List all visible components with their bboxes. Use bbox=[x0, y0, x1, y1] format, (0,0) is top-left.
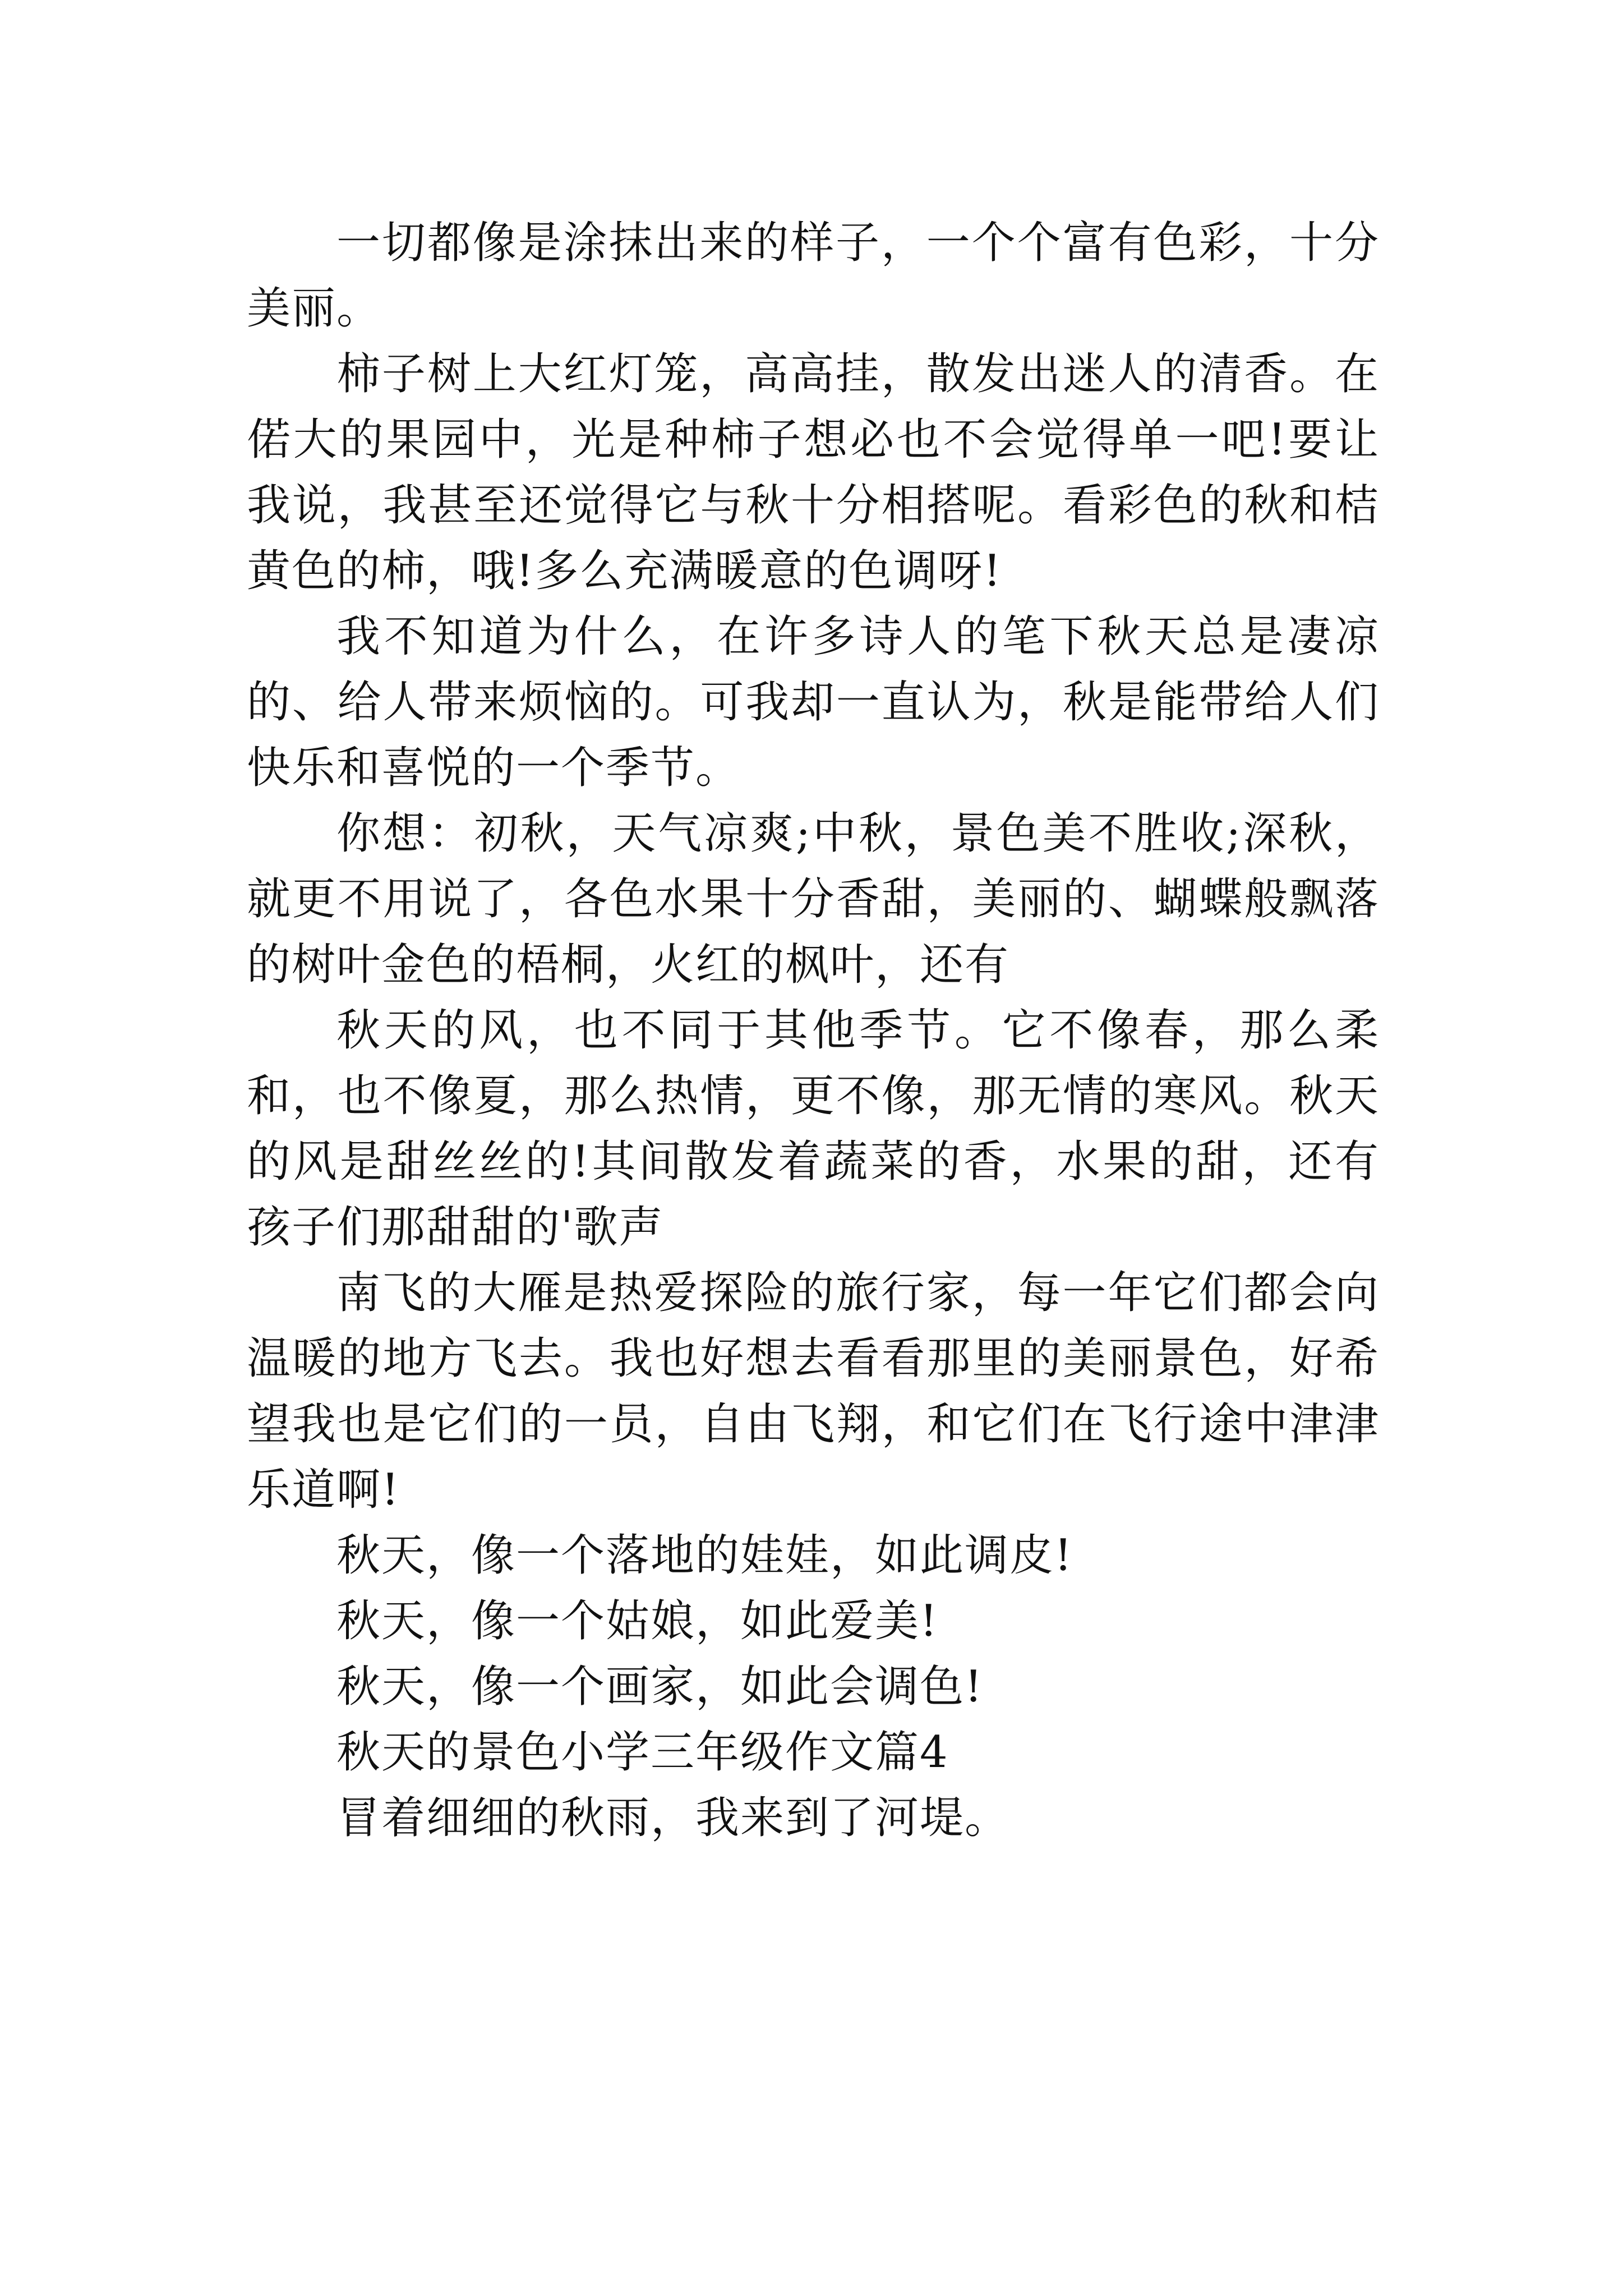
paragraph: 你想：初秋，天气凉爽;中秋，景色美不胜收;深秋，就更不用说了，各色水果十分香甜，美丽的、蝴蝶般飘落的树叶金色的梧桐，火红的枫叶，还有 bbox=[247, 808, 1380, 990]
paragraph: 秋天，像一个姑娘，如此爱美! bbox=[336, 1596, 939, 1646]
paragraph: 冒着细细的秋雨，我来到了河堤。 bbox=[336, 1793, 1010, 1843]
paragraph: 秋天，像一个画家，如此会调色! bbox=[336, 1662, 984, 1712]
paragraph: 我不知道为什么，在许多诗人的笔下秋天总是凄凉的、给人带来烦恼的。可我却一直认为，秋是能带给人们快乐和喜悦的一个季节。 bbox=[247, 611, 1380, 793]
paragraph: 一切都像是涂抹出来的样子，一个个富有色彩，十分美丽。 bbox=[247, 218, 1380, 334]
section-heading: 秋天的景色小学三年级作文篇4 bbox=[336, 1727, 949, 1778]
paragraph: 秋天，像一个落地的娃娃，如此调皮! bbox=[336, 1530, 1073, 1581]
document-body bbox=[247, 210, 1380, 1851]
paragraph: 柿子树上大红灯笼，高高挂，散发出迷人的清香。在偌大的果园中，光是种柿子想必也不会觉得单一吧!要让我说，我甚至还觉得它与秋十分相搭呢。看彩色的秋和桔黄色的柿，哦!多么充满暖意的色调呀! bbox=[247, 349, 1380, 596]
paragraph: 南飞的大雁是热爱探险的旅行家，每一年它们都会向温暖的地方飞去。我也好想去看看那里的美丽景色，好希望我也是它们的一员，自由飞翔，和它们在飞行途中津津乐道啊! bbox=[247, 1268, 1380, 1515]
paragraph: 秋天的风，也不同于其他季节。它不像春，那么柔和，也不像夏，那么热情，更不像，那无情的寒风。秋天的风是甜丝丝的!其间散发着蔬菜的香，水果的甜，还有孩子们那甜甜的'歌声 bbox=[247, 1005, 1380, 1253]
